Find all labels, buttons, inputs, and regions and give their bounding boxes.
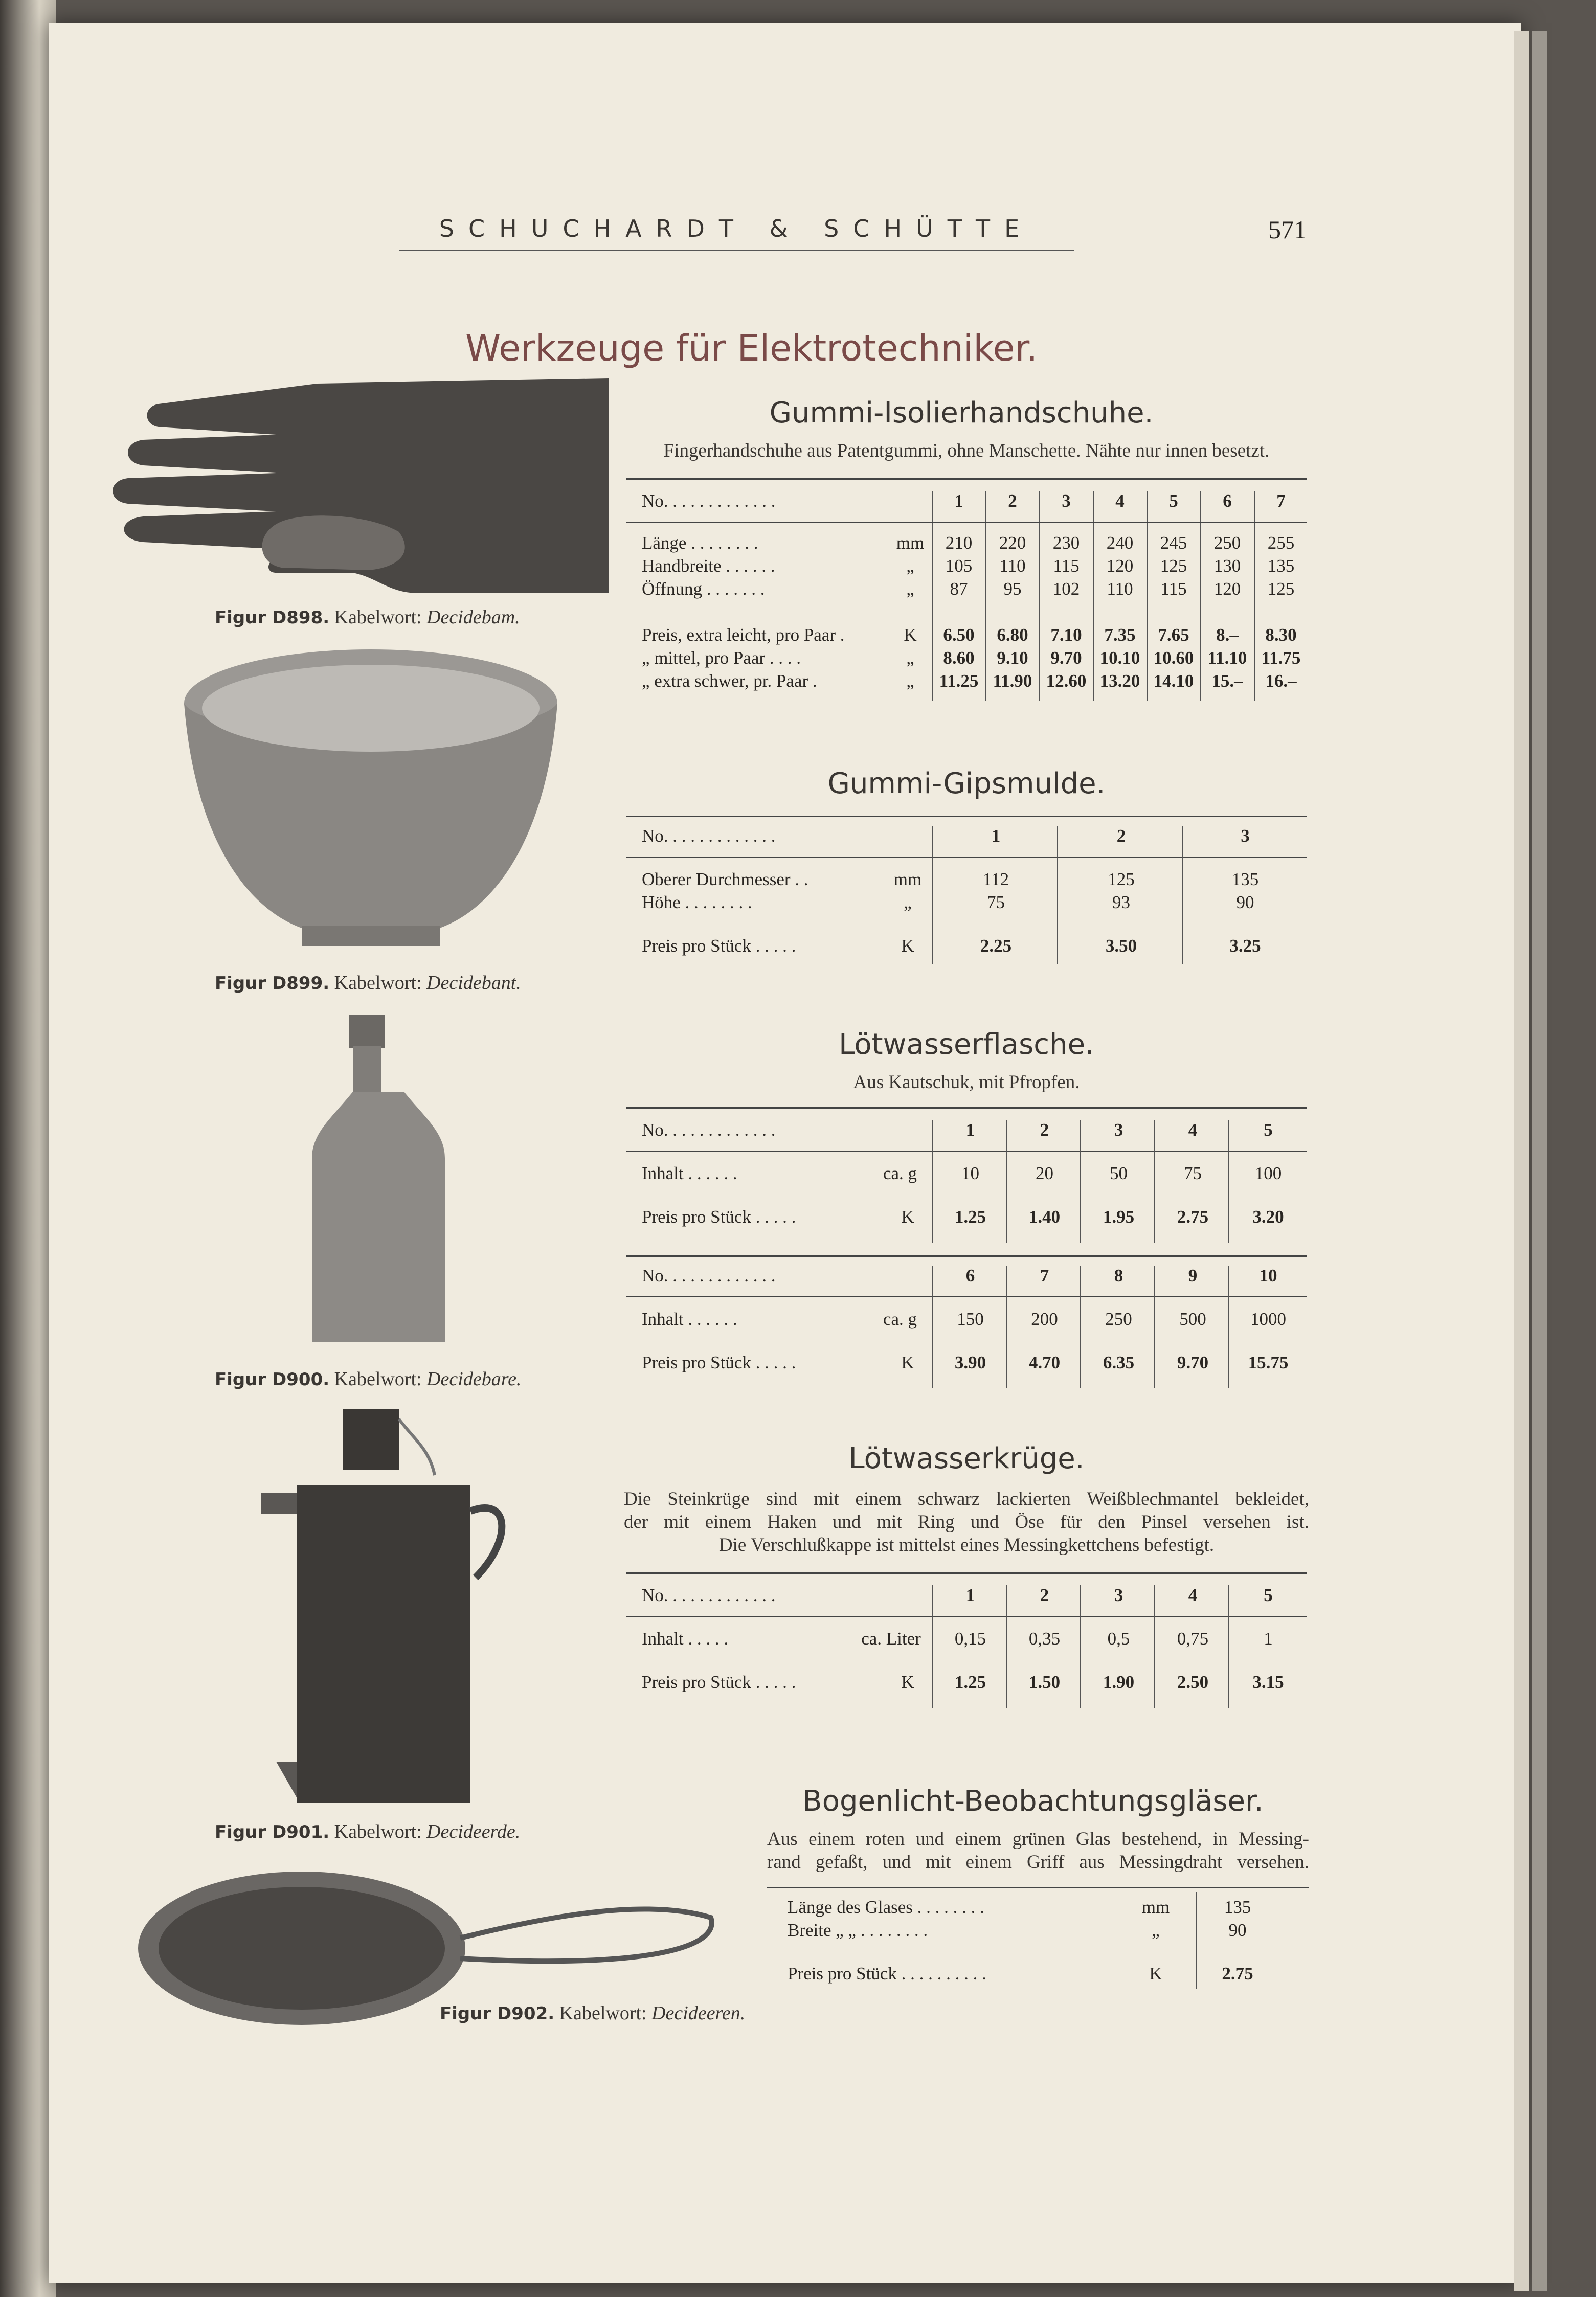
unit: „: [906, 579, 914, 599]
cell: 7.35: [1104, 625, 1136, 645]
col-header: 1: [965, 1585, 975, 1605]
cell: 11.90: [993, 671, 1032, 691]
unit: mm: [896, 533, 925, 553]
cell: 245: [1160, 533, 1187, 553]
cell: 1.50: [1028, 1672, 1061, 1692]
cell: 1.25: [954, 1672, 986, 1692]
page-title: Werkzeuge für Elektrotechniker.: [465, 327, 1038, 369]
cell: 120: [1106, 556, 1134, 576]
row-label: Inhalt . . . . . .: [642, 1309, 737, 1329]
cell: 125: [1267, 579, 1295, 599]
col-header: 3: [1114, 1585, 1123, 1605]
column-divider: [1228, 1120, 1229, 1243]
table-rule: [767, 1887, 1309, 1888]
gloves-table: [626, 491, 1307, 731]
unit: „: [906, 671, 914, 691]
kruege-table: [626, 1585, 1307, 1718]
column-divider: [932, 1120, 933, 1243]
unit: ca. Liter: [861, 1629, 921, 1649]
row-label: No. . . . . . . . . . . . .: [642, 491, 776, 511]
cell: 15.–: [1211, 671, 1243, 691]
row-label: „ extra schwer, pr. Paar .: [642, 671, 817, 691]
cell: 135: [1267, 556, 1295, 576]
bowl-illustration: [174, 642, 568, 969]
cell: 1.25: [954, 1207, 986, 1227]
col-header: 4: [1188, 1585, 1198, 1605]
unit: mm: [893, 869, 922, 889]
cell: 87: [950, 579, 968, 599]
col-header: 6: [965, 1266, 975, 1286]
cell: 13.20: [1099, 671, 1140, 691]
col-header: 4: [1188, 1120, 1198, 1140]
row-label: Länge des Glases . . . . . . . .: [788, 1897, 984, 1917]
page-stack-edge: [1514, 31, 1529, 2291]
bogen-title: Bogenlicht-Beobachtungsgläser.: [802, 1785, 1264, 1818]
row-label: No. . . . . . . . . . . . .: [642, 1585, 776, 1605]
cell: 110: [1107, 579, 1133, 599]
kruege-note-line: Die Steinkrüge sind mit einem schwarz lackierten Weißblechmantel bekleidet,: [624, 1489, 1309, 1510]
cell: 210: [945, 533, 973, 553]
col-header: 5: [1169, 491, 1178, 511]
cell: 115: [1160, 579, 1187, 599]
table-rule: [626, 1572, 1307, 1574]
cell: 240: [1106, 533, 1134, 553]
gips-table: [626, 826, 1307, 969]
cell: 75: [987, 892, 1005, 912]
cell: 11.25: [939, 671, 979, 691]
row-label: Preis pro Stück . . . . .: [642, 1353, 796, 1372]
col-header: 7: [1276, 491, 1286, 511]
running-header: SCHUCHARDT & SCHÜTTE: [399, 215, 1074, 251]
column-divider: [1196, 1892, 1197, 1989]
cell: 7.10: [1050, 625, 1082, 645]
cell: 10: [961, 1163, 979, 1183]
cell: 125: [1108, 869, 1135, 889]
column-divider: [932, 1585, 933, 1708]
cell: 1: [1264, 1629, 1273, 1649]
unit: „: [1152, 1920, 1160, 1940]
col-header: 2: [1116, 826, 1126, 846]
col-header: 5: [1264, 1120, 1273, 1140]
cell: 115: [1053, 556, 1080, 576]
figure-caption: Figur D900. Kabelwort: Decidebare.: [215, 1368, 522, 1390]
cell: 2.75: [1222, 1964, 1253, 1984]
cell: 3.90: [954, 1353, 986, 1372]
cell: 130: [1213, 556, 1241, 576]
unit: K: [901, 1353, 914, 1372]
unit: K: [901, 1672, 914, 1692]
col-header: 2: [1040, 1585, 1049, 1605]
column-divider: [932, 1266, 933, 1388]
cell: 0,75: [1177, 1629, 1209, 1649]
col-header: 6: [1223, 491, 1232, 511]
figure-caption: Figur D901. Kabelwort: Decideerde.: [215, 1821, 521, 1842]
cell: 250: [1213, 533, 1241, 553]
row-label: Preis, extra leicht, pro Paar .: [642, 625, 845, 645]
cell: 93: [1112, 892, 1130, 912]
bogen-table: [767, 1897, 1309, 1999]
cell: 1000: [1250, 1309, 1286, 1329]
cell: 14.10: [1153, 671, 1194, 691]
row-label: No. . . . . . . . . . . . .: [642, 1266, 776, 1286]
row-label: Handbreite . . . . . .: [642, 556, 775, 576]
unit: K: [904, 625, 917, 645]
col-header: 5: [1264, 1585, 1273, 1605]
gloves-note: Fingerhandschuhe aus Patentgummi, ohne Manschette. Nähte nur innen besetzt.: [663, 440, 1270, 461]
cell: 6.50: [943, 625, 975, 645]
cell: 9.70: [1177, 1353, 1209, 1372]
column-divider: [1080, 1585, 1081, 1708]
row-label: No. . . . . . . . . . . . .: [642, 1120, 776, 1140]
cell: 3.50: [1105, 936, 1137, 956]
cell: 120: [1213, 579, 1241, 599]
cell: 95: [1003, 579, 1022, 599]
column-divider: [1057, 826, 1058, 964]
unit: „: [906, 556, 914, 576]
col-header: 1: [965, 1120, 975, 1140]
table-rule: [626, 522, 1307, 523]
unit: mm: [1141, 1897, 1170, 1917]
cell: 0,15: [954, 1629, 986, 1649]
page-stack-edge: [1532, 31, 1547, 2291]
cell: 11.10: [1207, 648, 1247, 668]
column-divider: [1228, 1266, 1229, 1388]
table-rule: [626, 1616, 1307, 1617]
cell: 3.25: [1229, 936, 1261, 956]
row-label: Preis pro Stück . . . . . . . . . .: [788, 1964, 986, 1984]
row-label: Oberer Durchmesser . .: [642, 869, 808, 889]
cell: 2.75: [1177, 1207, 1209, 1227]
cell: 250: [1105, 1309, 1132, 1329]
cell: 500: [1179, 1309, 1206, 1329]
figure-caption: Figur D899. Kabelwort: Decidebant.: [215, 972, 521, 994]
cell: 10.60: [1153, 648, 1194, 668]
flasche-note: Aus Kautschuk, mit Pfropfen.: [853, 1072, 1080, 1093]
column-divider: [932, 826, 933, 964]
cell: 16.–: [1265, 671, 1297, 691]
row-label: Preis pro Stück . . . . .: [642, 1672, 796, 1692]
row-label: Preis pro Stück . . . . .: [642, 936, 796, 956]
column-divider: [1154, 1120, 1155, 1243]
cell: 8.60: [943, 648, 975, 668]
unit: ca. g: [883, 1309, 917, 1329]
row-label: Breite „ „ . . . . . . . .: [788, 1920, 928, 1940]
kruege-note-line: Die Verschlußkappe ist mittelst eines Messingkettchens befestigt.: [718, 1535, 1215, 1556]
glove-illustration: [113, 368, 619, 609]
column-divider: [1080, 1120, 1081, 1243]
table-rule: [626, 1151, 1307, 1152]
cell: 15.75: [1248, 1353, 1289, 1372]
row-label: Höhe . . . . . . . .: [642, 892, 752, 912]
cell: 7.65: [1158, 625, 1189, 645]
cell: 220: [999, 533, 1026, 553]
unit: K: [901, 1207, 914, 1227]
col-header: 7: [1040, 1266, 1049, 1286]
cell: 10.10: [1099, 648, 1140, 668]
left-page-edge: [0, 0, 56, 2297]
column-divider: [1006, 1120, 1007, 1243]
unit: ca. g: [883, 1163, 917, 1183]
table-rule: [626, 1107, 1307, 1109]
kruege-title: Lötwasserkrüge.: [848, 1442, 1085, 1475]
cell: 4.70: [1028, 1353, 1061, 1372]
figure-caption: Figur D898. Kabelwort: Decidebam.: [215, 606, 520, 628]
cell: 1.95: [1103, 1207, 1135, 1227]
col-header: 8: [1114, 1266, 1123, 1286]
kruege-note-line: der mit einem Haken und mit Ring und Öse für den Pinsel versehen ist.: [624, 1512, 1309, 1533]
cell: 125: [1160, 556, 1187, 576]
cell: 3.15: [1252, 1672, 1284, 1692]
cell: 102: [1052, 579, 1080, 599]
table-rule: [626, 816, 1307, 817]
cell: 135: [1224, 1897, 1251, 1917]
col-header: 10: [1259, 1266, 1277, 1286]
bogen-note-line: Aus einem roten und einem grünen Glas bestehend, in Messing-: [767, 1829, 1309, 1850]
cell: 12.60: [1046, 671, 1087, 691]
table-rule: [626, 1255, 1307, 1257]
col-header: 2: [1040, 1120, 1049, 1140]
cell: 6.35: [1103, 1353, 1135, 1372]
flasche-title: Lötwasserflasche.: [839, 1028, 1094, 1061]
cell: 255: [1267, 533, 1295, 553]
cell: 200: [1031, 1309, 1058, 1329]
col-header: 3: [1062, 491, 1071, 511]
cell: 90: [1228, 1920, 1247, 1940]
row-label: „ mittel, pro Paar . . . .: [642, 648, 801, 668]
column-divider: [1182, 826, 1183, 964]
table-rule: [626, 478, 1307, 480]
cell: 50: [1110, 1163, 1128, 1183]
cell: 150: [957, 1309, 984, 1329]
cell: 75: [1184, 1163, 1202, 1183]
col-header: 4: [1115, 491, 1125, 511]
column-divider: [1154, 1266, 1155, 1388]
figure-caption: Figur D902. Kabelwort: Decideeren.: [440, 2002, 746, 2024]
bottle-illustration: [302, 1015, 455, 1353]
cell: 6.80: [997, 625, 1028, 645]
cell: 230: [1052, 533, 1080, 553]
row-label: Länge . . . . . . . .: [642, 533, 758, 553]
page-number: 571: [1268, 215, 1307, 244]
col-header: 2: [1008, 491, 1017, 511]
bogen-note-line: rand gefaßt, und mit einem Griff aus Messingdraht versehen.: [767, 1852, 1309, 1873]
cell: 0,35: [1028, 1629, 1061, 1649]
column-divider: [1006, 1266, 1007, 1388]
cell: 110: [999, 556, 1026, 576]
cell: 135: [1231, 869, 1259, 889]
cell: 1.40: [1028, 1207, 1061, 1227]
table-rule: [626, 857, 1307, 858]
jug-illustration: [256, 1409, 511, 1808]
gloves-title: Gummi-Isolierhandschuhe.: [769, 396, 1154, 430]
cell: 90: [1236, 892, 1254, 912]
cell: 105: [945, 556, 973, 576]
flasche-table: [626, 1120, 1307, 1447]
cell: 9.10: [997, 648, 1028, 668]
row-label: No. . . . . . . . . . . . .: [642, 826, 776, 846]
col-header: 1: [991, 826, 1001, 846]
col-header: 9: [1188, 1266, 1198, 1286]
column-divider: [1080, 1266, 1081, 1388]
cell: 9.70: [1050, 648, 1082, 668]
cell: 3.20: [1252, 1207, 1284, 1227]
table-rule: [626, 1296, 1307, 1297]
unit: K: [901, 936, 914, 956]
gips-title: Gummi-Gipsmulde.: [827, 767, 1106, 800]
column-divider: [1228, 1585, 1229, 1708]
col-header: 3: [1114, 1120, 1123, 1140]
column-divider: [1154, 1585, 1155, 1708]
row-label: Inhalt . . . . . .: [642, 1163, 737, 1183]
unit: „: [904, 892, 912, 912]
unit: K: [1149, 1964, 1162, 1984]
cell: 2.50: [1177, 1672, 1209, 1692]
row-label: Preis pro Stück . . . . .: [642, 1207, 796, 1227]
unit: „: [906, 648, 914, 668]
cell: 20: [1036, 1163, 1053, 1183]
col-header: 1: [954, 491, 963, 511]
cell: 112: [982, 869, 1009, 889]
cell: 0,5: [1107, 1629, 1130, 1649]
cell: 100: [1254, 1163, 1282, 1183]
cell: 2.25: [980, 936, 1012, 956]
cell: 1.90: [1103, 1672, 1135, 1692]
cell: 11.75: [1261, 648, 1301, 668]
column-divider: [1006, 1585, 1007, 1708]
col-header: 3: [1241, 826, 1250, 846]
cell: 8.–: [1216, 625, 1239, 645]
cell: 8.30: [1265, 625, 1297, 645]
row-label: Öffnung . . . . . . .: [642, 579, 765, 599]
row-label: Inhalt . . . . .: [642, 1629, 729, 1649]
